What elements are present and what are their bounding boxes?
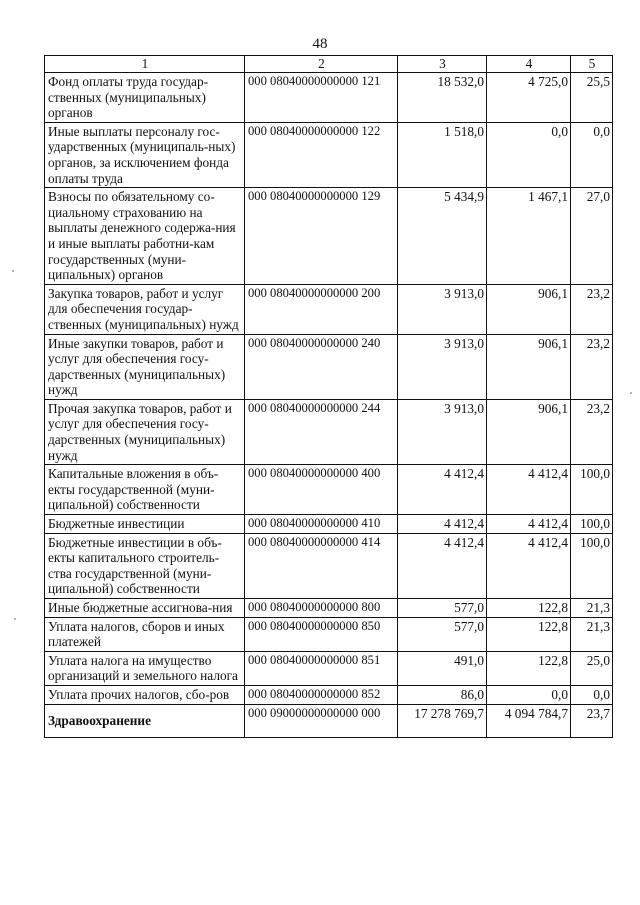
row-name-cell: Иные закупки товаров, работ и услуг для обеспечения госу-дарственных (муниципальных) нужд [45,334,245,399]
table-row [45,685,613,704]
row-code-cell: 000 08040000000000 200 [245,284,398,334]
row-plan-cell: 5 434,9 [398,188,487,285]
row-percent-cell: 27,0 [571,188,613,285]
row-plan-cell: 4 412,4 [398,515,487,534]
table-row [45,617,613,651]
row-code-cell: 000 08040000000000 851 [245,651,398,685]
row-percent-cell: 23,2 [571,334,613,399]
row-plan-cell: 18 532,0 [398,73,487,123]
row-code-cell: 000 08040000000000 240 [245,334,398,399]
row-name-cell: Уплата налогов, сборов и иных платежей [45,617,245,651]
table-row [45,599,613,618]
scan-speck [14,618,16,620]
row-percent-cell: 100,0 [571,533,613,598]
row-name-cell: Уплата налога на имущество организаций и земельного налога [45,651,245,685]
column-header-4: 4 [487,56,571,73]
row-name-cell: Прочая закупка товаров, работ и услуг для обеспечения госу-дарственных (муниципальных) нужд [45,399,245,464]
row-name-cell: Бюджетные инвестиции [45,515,245,534]
budget-table [44,55,613,738]
table-row [45,704,613,737]
table-row [45,73,613,123]
row-code-cell: 000 08040000000000 400 [245,465,398,515]
row-plan-cell: 1 518,0 [398,122,487,187]
row-percent-cell: 23,2 [571,399,613,464]
row-plan-cell: 4 412,4 [398,465,487,515]
row-plan-cell: 3 913,0 [398,334,487,399]
table-row [45,399,613,464]
row-percent-cell: 21,3 [571,599,613,618]
row-fact-cell: 906,1 [487,399,571,464]
column-header-3: 3 [398,56,487,73]
row-plan-cell: 17 278 769,7 [398,704,487,737]
table-row [45,651,613,685]
row-fact-cell: 122,8 [487,651,571,685]
row-code-cell: 000 09000000000000 000 [245,704,398,737]
row-plan-cell: 3 913,0 [398,399,487,464]
row-name-cell: Уплата прочих налогов, сбо-ров [45,685,245,704]
row-percent-cell: 23,2 [571,284,613,334]
row-fact-cell: 122,8 [487,617,571,651]
row-plan-cell: 86,0 [398,685,487,704]
row-percent-cell: 23,7 [571,704,613,737]
row-plan-cell: 3 913,0 [398,284,487,334]
row-plan-cell: 491,0 [398,651,487,685]
row-code-cell: 000 08040000000000 122 [245,122,398,187]
row-name-cell: Капитальные вложения в объ-екты государственной (муни-ципальной) собственности [45,465,245,515]
table-body [45,73,613,738]
table-row [45,122,613,187]
row-fact-cell: 1 467,1 [487,188,571,285]
row-fact-cell: 4 412,4 [487,465,571,515]
row-plan-cell: 4 412,4 [398,533,487,598]
row-code-cell: 000 08040000000000 414 [245,533,398,598]
row-percent-cell: 100,0 [571,515,613,534]
row-code-cell: 000 08040000000000 800 [245,599,398,618]
row-name-cell: Иные выплаты персоналу гос-ударственных (муниципаль-ных) органов, за исключением фонда оплаты труда [45,122,245,187]
row-code-cell: 000 08040000000000 129 [245,188,398,285]
row-percent-cell: 0,0 [571,685,613,704]
row-fact-cell: 4 725,0 [487,73,571,123]
row-fact-cell: 906,1 [487,334,571,399]
page-number: 48 [312,36,328,52]
row-name-cell: Фонд оплаты труда государ-ственных (муниципальных) органов [45,73,245,123]
row-fact-cell: 4 412,4 [487,515,571,534]
row-percent-cell: 25,5 [571,73,613,123]
table-row [45,188,613,285]
row-plan-cell: 577,0 [398,617,487,651]
table-row [45,533,613,598]
table-header [45,56,613,73]
row-code-cell: 000 08040000000000 852 [245,685,398,704]
row-name-cell: Закупка товаров, работ и услуг для обеспечения государ-ственных (муниципальных) нужд [45,284,245,334]
scan-speck [630,392,632,394]
row-plan-cell: 577,0 [398,599,487,618]
row-percent-cell: 21,3 [571,617,613,651]
row-fact-cell: 4 412,4 [487,533,571,598]
row-name-cell: Иные бюджетные ассигнова-ния [45,599,245,618]
scan-speck [12,270,14,272]
row-code-cell: 000 08040000000000 121 [245,73,398,123]
row-code-cell: 000 08040000000000 244 [245,399,398,464]
table-row [45,334,613,399]
row-fact-cell: 4 094 784,7 [487,704,571,737]
row-name-cell: Взносы по обязательному со-циальному страхованию на выплаты денежного содержа-ния и иные выплаты работни-кам государственных (муни-ципальных) органов [45,188,245,285]
table-row [45,515,613,534]
table-row [45,465,613,515]
row-percent-cell: 100,0 [571,465,613,515]
row-percent-cell: 0,0 [571,122,613,187]
row-fact-cell: 122,8 [487,599,571,618]
column-header-1: 1 [45,56,245,73]
row-name-cell: Здравоохранение [45,704,245,737]
column-header-5: 5 [571,56,613,73]
row-fact-cell: 0,0 [487,122,571,187]
row-code-cell: 000 08040000000000 850 [245,617,398,651]
column-header-2: 2 [245,56,398,73]
row-percent-cell: 25,0 [571,651,613,685]
row-fact-cell: 0,0 [487,685,571,704]
row-name-cell: Бюджетные инвестиции в объ-екты капитального строитель-ства государственной (муни-ципальной) собственности [45,533,245,598]
row-fact-cell: 906,1 [487,284,571,334]
row-code-cell: 000 08040000000000 410 [245,515,398,534]
table-row [45,284,613,334]
